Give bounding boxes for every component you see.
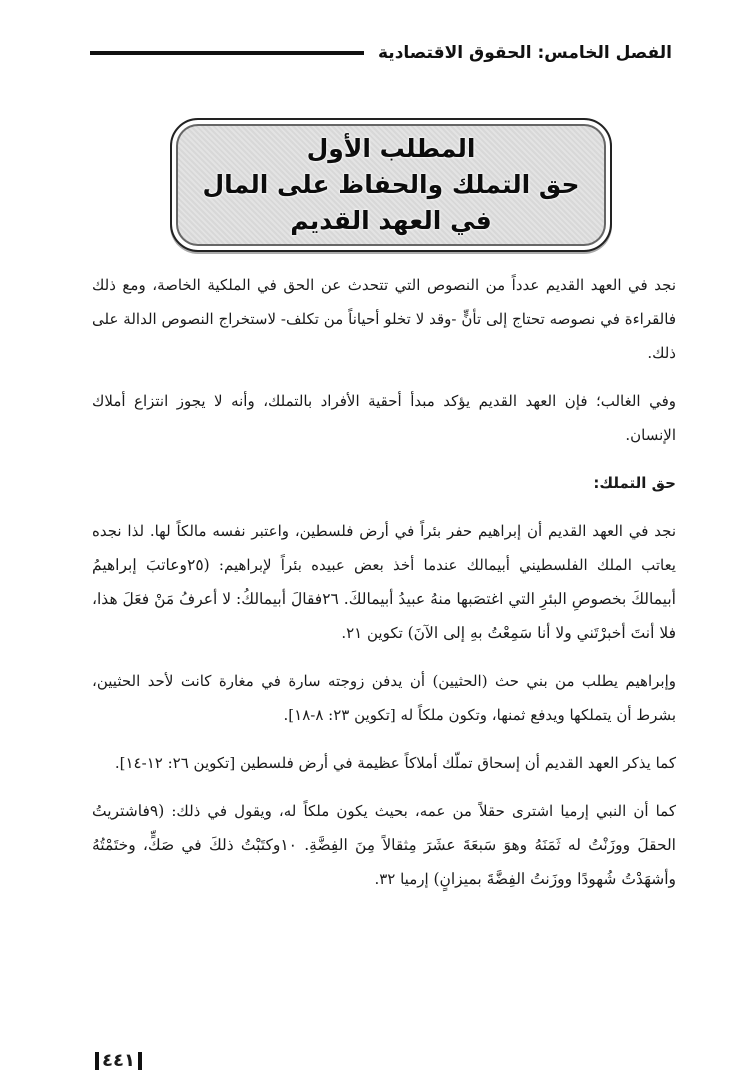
page-body bbox=[92, 268, 676, 910]
header-rule bbox=[90, 51, 364, 55]
paragraph-6-text: كما أن النبي إرميا اشترى حقلاً من عمه، بحيث يكون ملكاً له، ويقول في ذلك: bbox=[171, 802, 676, 820]
paragraph-2: وفي الغالب؛ فإن العهد القديم يؤكد مبدأ أحقية الأفراد بالتملك، وأنه لا يجوز انتزاع أملاك الإنسان. bbox=[92, 392, 676, 444]
paragraph-1: نجد في العهد القديم عدداً من النصوص التي تتحدث عن الحق في الملكية الخاصة، ومع ذلك فالقراءة في نصوصه تحتاج إلى تأنٍّ -وقد لا تخلو أحياناً من تكلف- لاستخراج النصوص الدالة على ذلك. bbox=[92, 276, 676, 362]
banner-line-1: المطلب الأول bbox=[306, 134, 476, 163]
scripture-quote-jeremiah: (٩فاشتريتُ الحقلَ ووزَنْتُ له ثَمَنَهُ وهوَ سَبعَةَ عشَرَ مِثقالاً مِنَ الفِضَّةِ. ١٠وكتَبْتُ ذلكَ في صَكٍّ، وختَمْتُهُ وأشهَدْتُ شُهودًا ووزَنتُ الفِضَّةَ بميزانٍ) bbox=[92, 802, 676, 888]
banner-line-2: حق التملك والحفاظ على المال bbox=[202, 170, 580, 199]
page-number-bar-left bbox=[95, 1052, 99, 1070]
page-number-text: ٤٤١ bbox=[102, 1050, 135, 1071]
chapter-title: الفصل الخامس: الحقوق الاقتصادية bbox=[378, 43, 672, 63]
section-heading: حق التملك: bbox=[593, 474, 676, 492]
paragraph-6 bbox=[92, 794, 676, 896]
section-banner bbox=[170, 118, 612, 252]
scripture-reference-jeremiah: إرميا ٣٢. bbox=[374, 870, 429, 888]
paragraph-3 bbox=[92, 514, 676, 650]
scripture-quote-genesis: (٢٥وعاتبَ إبراهيمُ أبيمالكَ بخصوصِ البئرِ التي اغتصَبها منهُ عبيدُ أبيمالكَ. ٢٦فقالَ أبيمالكُ: لا أعرفُ مَنْ فعَلَ هذا، فلا أنتَ أخبرْتَني ولا أنا سَمِعْتُ بهِ إلى الآنَ) bbox=[92, 556, 676, 642]
paragraph-3-text: نجد في العهد القديم أن إبراهيم حفر بئراً في أرض فلسطين، واعتبر نفسه مالكاً لها. لذا نجده يعاتب الملك الفلسطيني أبيمالك عندما أخذ بعض عبيده بئراً لإبراهيم: bbox=[92, 522, 676, 574]
paragraph-4: وإبراهيم يطلب من بني حث (الحثيين) أن يدفن زوجته سارة في مغارة كانت لأحد الحثيين، بشرط أن يتملكها ويدفع ثمنها، وتكون ملكاً له [تكوين ٢٣: ٨-١٨]. bbox=[92, 672, 676, 724]
running-header bbox=[90, 38, 672, 68]
banner-line-3: في العهد القديم bbox=[290, 206, 492, 235]
scripture-reference-genesis: تكوين ٢١. bbox=[341, 624, 403, 642]
page-number bbox=[92, 1050, 145, 1071]
page-number-bar-right bbox=[138, 1052, 142, 1070]
paragraph-5: كما يذكر العهد القديم أن إسحاق تملّك أملاكاً عظيمة في أرض فلسطين [تكوين ٢٦: ١٢-١٤]. bbox=[114, 754, 676, 772]
